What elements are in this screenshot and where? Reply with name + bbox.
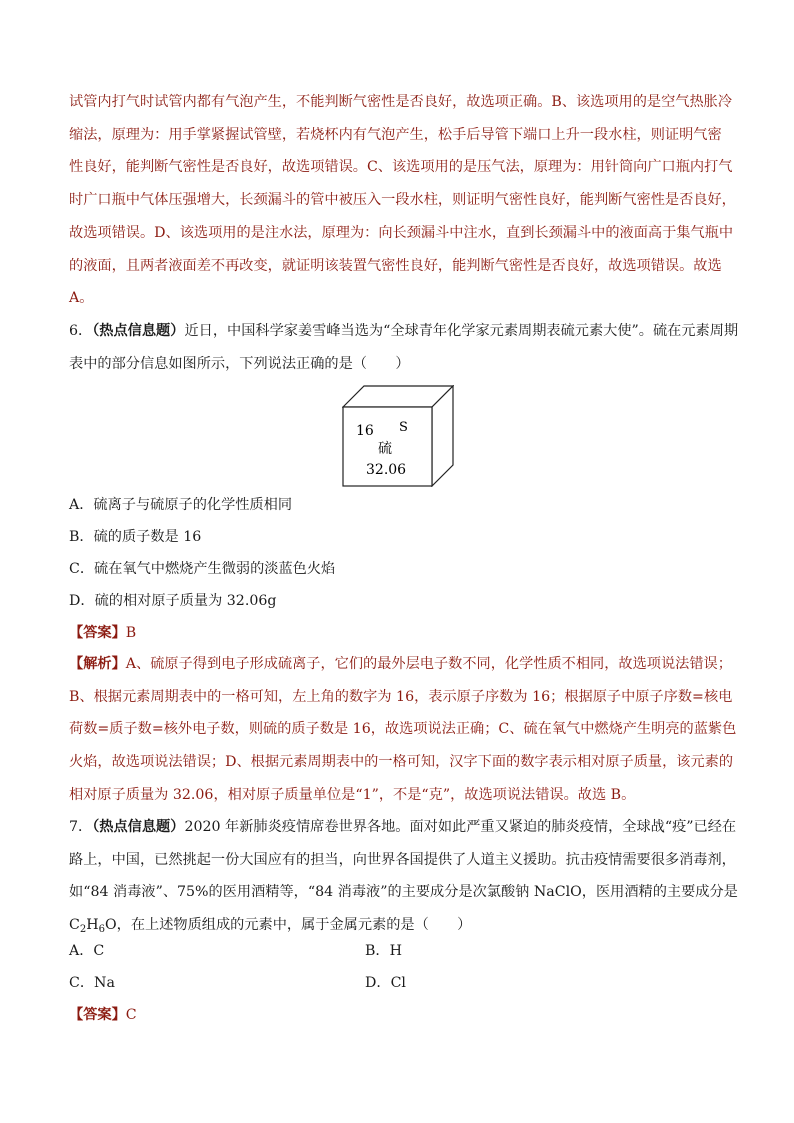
analysis-line: 故选项错误。D、该选项用的是注水法，原理为：向长颈漏斗中注水，直到长颈漏斗中的液面高于集气瓶中 [69, 224, 734, 241]
question-stem: 2020 年新肺炎疫情席卷世界各地。面对如此严重又紧迫的肺炎疫情，全球战“疫”已经在 [184, 819, 737, 835]
ethanol-formula: $C_2H_6O$ [69, 917, 117, 936]
analysis-line: 缩法，原理为：用手掌紧握试管壁，若烧杯内有气泡产生，松手后导管下端口上升一段水柱，则证明气密 [69, 126, 722, 143]
element-symbol: S [399, 420, 408, 435]
q6-analysis [69, 648, 737, 812]
analysis-line: 性良好，能判断气密性是否良好，故选项错误。C、该选项用的是压气法，原理为：用针筒向广口瓶内打气 [69, 159, 733, 176]
option-a: A．C [69, 943, 105, 959]
analysis-line: 火焰，故选项说法错误；D、根据元素周期表中的一格可知，汉字下面的数字表示相对原子质量，该元素的 [69, 754, 734, 771]
question-tag: （热点信息题） [92, 819, 185, 835]
analysis-label: 【解析】 [69, 656, 126, 672]
analysis-line: 相对原子质量为 32.06，相对原子质量单位是“1”，不是“克”，故选项说法错误。故选 B。 [69, 786, 636, 803]
option-b: B．H [365, 943, 402, 959]
question-7 [69, 811, 738, 947]
question-stem: 近日，中国科学家姜雪峰当选为“全球青年化学家元素周期表硫元素大使”。硫在元素周期 [184, 323, 739, 339]
analysis-line: 的液面，且两者液面差不再改变，就证明该装置气密性良好，能判断气密性是否良好，故选项错误。故选 [69, 257, 722, 274]
question-tag: （热点信息题） [92, 323, 185, 339]
analysis-line: A。 [69, 290, 94, 307]
analysis-line: 试管内打气时试管内都有气泡产生，不能判断气密性是否良好，故选项正确。B、该选项用的是空气热胀冷 [69, 94, 733, 110]
q7-answer [69, 1004, 137, 1024]
option-d: D．Cl [365, 975, 406, 991]
option-c: C．硫在氧气中燃烧产生微弱的淡蓝色火焰 [69, 561, 336, 577]
analysis-line: A、硫原子得到电子形成硫离子，它们的最外层电子数不同，化学性质不相同，故选项说法错误； [125, 656, 732, 672]
question-stem: 如“84 消毒液”、75%的医用酒精等，“84 消毒液”的主要成分是次氯酸钠 NaClO，医用酒精的主要成分是 [69, 884, 738, 901]
q6-answer [69, 622, 136, 642]
option-d: D．硫的相对原子质量为 32.06g [69, 593, 277, 609]
atomic-number: 16 [356, 423, 374, 439]
answer-label: 【答案】 [69, 1007, 126, 1023]
question-number: 6． [69, 323, 93, 339]
option-b: B．硫的质子数是 16 [69, 529, 202, 545]
q5-analysis [69, 86, 736, 315]
analysis-line: 荷数=质子数=核外电子数，则硫的质子数是 16，故选项说法正确；C、硫在氧气中燃烧产生明亮的蓝紫色 [69, 721, 737, 738]
question-stem: 表中的部分信息如图所示，下列说法正确的是（ ） [69, 355, 410, 372]
atomic-mass: 32.06 [366, 462, 407, 478]
answer-value: B [125, 625, 137, 641]
option-a: A．硫离子与硫原子的化学性质相同 [69, 497, 293, 513]
sulfur-element-figure [342, 385, 454, 487]
question-stem: 路上，中国，已然挑起一份大国应有的担当，向世界各国提供了人道主义援助。抗击疫情需要很多消毒剂， [69, 851, 736, 868]
analysis-line: B、根据元素周期表中的一格可知，左上角的数字为 16，表示原子序数为 16；根据原子中原子序数=核电 [69, 688, 733, 705]
answer-label: 【答案】 [69, 625, 126, 641]
question-6 [69, 315, 739, 380]
question-number: 7． [69, 819, 93, 835]
element-name: 硫 [378, 441, 392, 457]
question-stem: ，在上述物质组成的元素中，属于金属元素的是（ ） [116, 917, 472, 934]
answer-value: C [125, 1007, 137, 1023]
option-c: C．Na [69, 975, 115, 991]
analysis-line: 时广口瓶中气体压强增大，长颈漏斗的管中被压入一段水柱，则证明气密性良好，能判断气密性是否良好， [69, 192, 736, 209]
